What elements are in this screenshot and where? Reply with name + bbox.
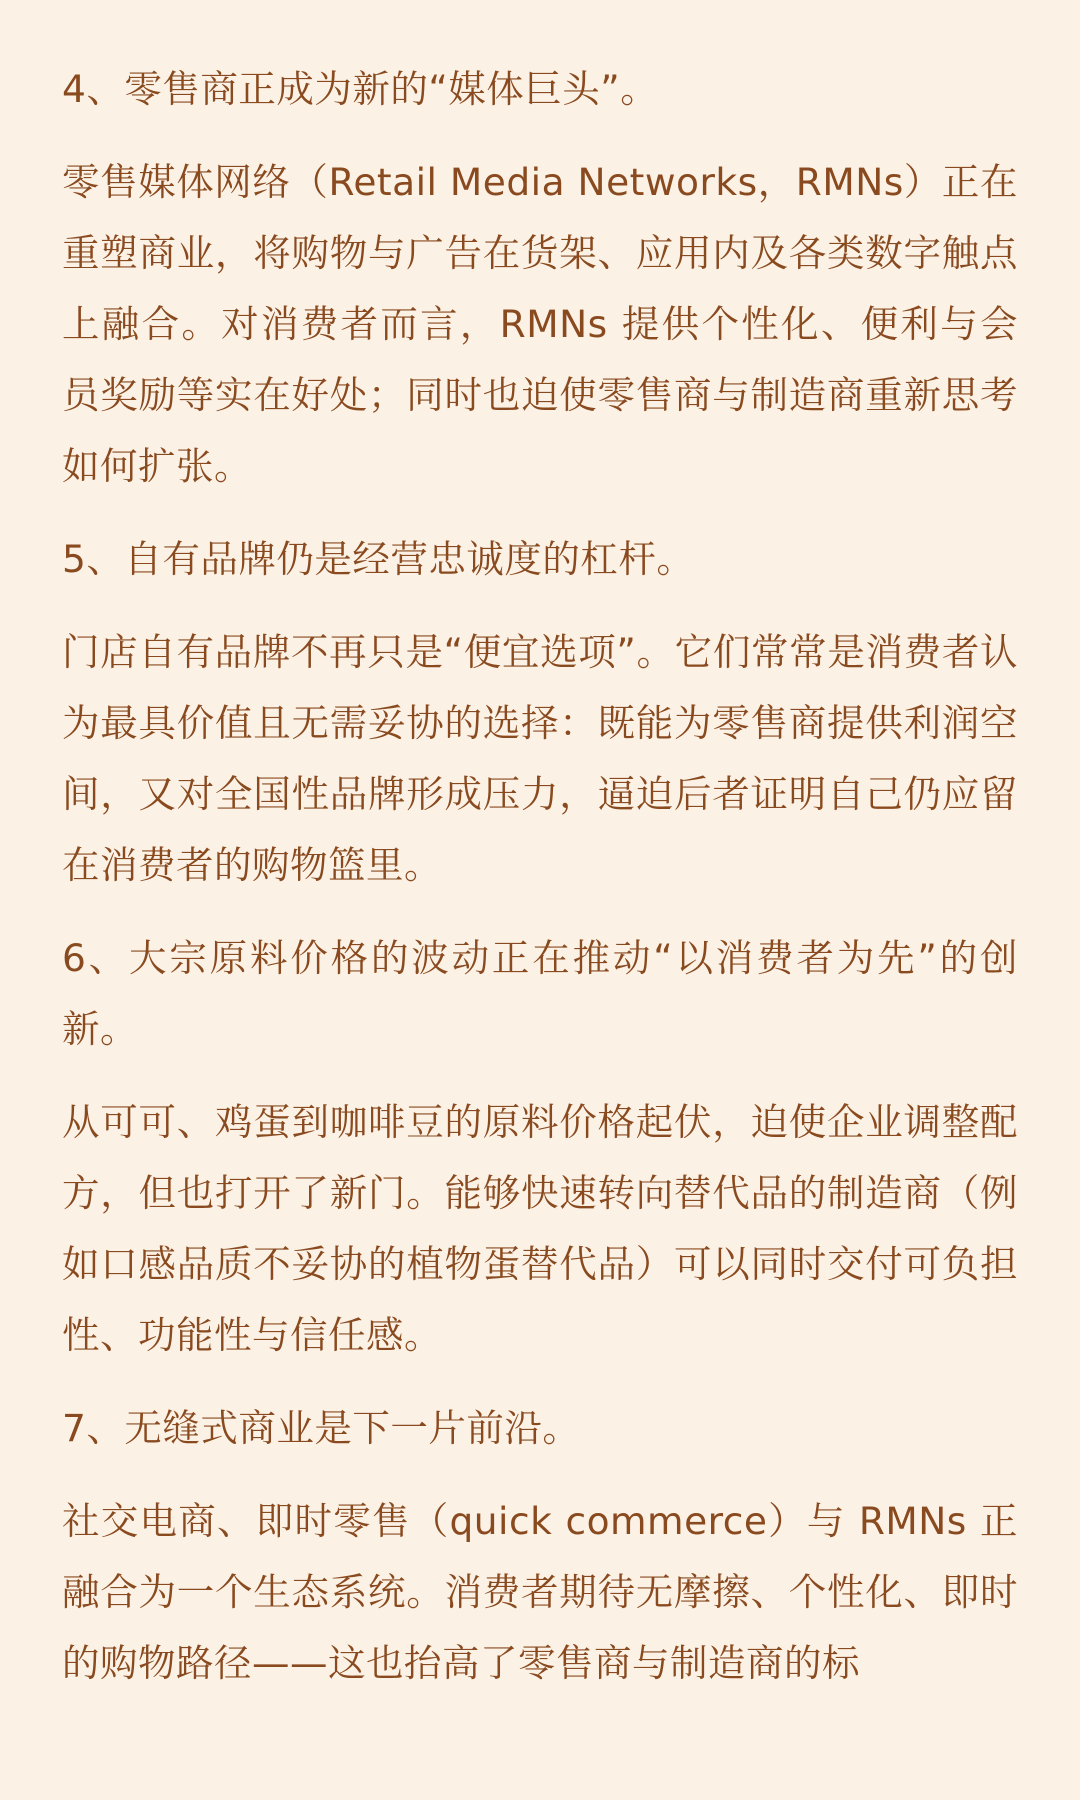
paragraph-private-label: 门店自有品牌不再只是“便宜选项”。它们常常是消费者认为最具价值且无需妥协的选择：既能为零售商提供利润空间，又对全国性品牌形成压力，逼迫后者证明自己仍应留在消费者的购物篮里。 [62, 630, 1018, 887]
paragraph-gap [62, 901, 1018, 923]
heading-6: 6、大宗原料价格的波动正在推动“以消费者为先”的创新。 [62, 936, 1018, 1051]
paragraph-gap [62, 1371, 1018, 1393]
paragraph-gap [62, 1065, 1018, 1087]
heading-5: 5、自有品牌仍是经营忠诚度的杠杆。 [62, 537, 695, 581]
heading-4: 4、零售商正成为新的“媒体巨头”。 [62, 67, 659, 111]
heading-7: 7、无缝式商业是下一片前沿。 [62, 1406, 581, 1450]
paragraph-retail-media: 零售媒体网络（Retail Media Networks，RMNs）正在重塑商业，将购物与广告在货架、应用内及各类数字触点上融合。对消费者而言，RMNs 提供个性化、便利与会员奖励等实在好处；同时也迫使零售商与制造商重新思考如何扩张。 [62, 160, 1018, 488]
paragraph-commodity-prices: 从可可、鸡蛋到咖啡豆的原料价格起伏，迫使企业调整配方，但也打开了新门。能够快速转向替代品的制造商（例如口感品质不妥协的植物蛋替代品）可以同时交付可负担性、功能性与信任感。 [62, 1100, 1018, 1357]
paragraph-gap [62, 595, 1018, 617]
paragraph-gap [62, 1464, 1018, 1486]
paragraph-gap [62, 502, 1018, 524]
paragraph-gap [62, 125, 1018, 147]
paragraph-seamless-commerce: 社交电商、即时零售（quick commerce）与 RMNs 正融合为一个生态系统。消费者期待无摩擦、个性化、即时的购物路径——这也抬高了零售商与制造商的标 [62, 1499, 1018, 1685]
